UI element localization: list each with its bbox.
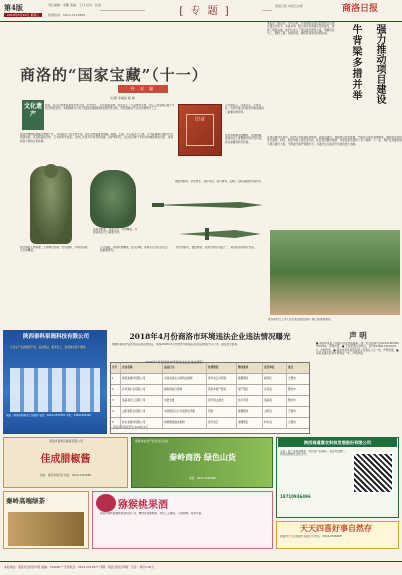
kiwi-ad-title: 猕猴桃果酒 (118, 500, 168, 511)
editors-line: 责任编辑：李鹏 美编：王丹 校对：张丽 (48, 3, 101, 7)
sixi-ad-text: 商洛市天天四喜商贸有限公司 电话：0914-2336688 (280, 535, 342, 538)
td: 责令停止建设 (207, 396, 237, 406)
th-company: 企业名称 (121, 363, 163, 373)
td: 5 (111, 418, 121, 428)
td: 整改中 (288, 388, 296, 391)
td: 超标排放污染物 (163, 385, 207, 395)
td: 3 (111, 396, 121, 406)
page-footer: 本报地址：商洛市北新街中段 邮编：726000 广告部电话：0914-2313877 印刷：商洛日报社印刷厂 定价：每份1.00元 (0, 561, 402, 575)
td: 4 (111, 407, 121, 417)
section-title: [ 专 题 ] (179, 6, 231, 17)
mountain-ad-contact: 电话：0914-2382666 (189, 477, 216, 480)
table-row (111, 407, 309, 418)
td: 未落实扬尘污染防治措施 (163, 374, 207, 384)
td: 未批先建 (163, 396, 207, 406)
side-headline: 牛背梁多措并举 (350, 24, 361, 101)
side-headline-2: 强力推动项目建设 (374, 24, 385, 104)
td: 商州区 (263, 374, 287, 384)
header-rule (0, 21, 402, 22)
kiwi-ad-text: 商洛市秦岭猕猴桃果酒有限公司，精选优质猕猴桃，传统工艺酿造，口感醇厚，营养丰富。 (100, 512, 204, 515)
page-number: 第4版 (4, 3, 23, 12)
td: 限期整改 (237, 407, 263, 417)
table-row (111, 385, 309, 396)
photo-caption: 图为保护区工作人员在项目建设现场了解工程进展情况。 (268, 318, 333, 321)
ad-slogan: 专业生产各类泵阀产品，品质保证，服务至上，欢迎新老客户惠顾。 (10, 346, 88, 349)
th-handling: 处理情况 (207, 363, 237, 373)
td: 责令改正 (207, 418, 237, 428)
divider (262, 10, 272, 11)
qr-code-icon (352, 452, 394, 494)
td: 已整改 (288, 421, 296, 424)
violation-headline: 2018年4月份商洛市环境违法企业违法情况曝光 (129, 332, 291, 341)
td: 限期整改 (237, 374, 263, 384)
th-no: 序号 (111, 363, 121, 373)
td: 商洛某建材有限公司 (121, 374, 163, 384)
pot-caption: 西周青铜壶，造型古朴，纹饰精美，为商洛地区出土重要文物。 (93, 228, 138, 235)
sauce-ad-company: 商洛市商州区腊鱼有限公司 (49, 439, 83, 443)
seal-caption: 汉代铜印章，印面方正，字体古朴，为研究秦汉时期官印制度提供了重要实物资料。 (225, 104, 264, 114)
td: 已整改 (288, 377, 296, 380)
td: 清理整治 (237, 418, 263, 428)
violation-intro: 根据环境保护法及相关法律法规规定，现将2018年4月份我市环境违法企业违法情况予以公布，接受社会监督。 (112, 343, 240, 346)
th-violation: 违法行为 (163, 363, 207, 373)
sauce-ad-contact: 地址：商洛市商州区 电话：0914-2321888 (39, 474, 92, 477)
th-note: 备注 (288, 366, 294, 369)
mirror-caption: 汉代铜镜，镜背纹饰精美，铭文清晰，是研究汉代社会生活的重要资料。 (100, 246, 168, 253)
bronze-dagger-photo (175, 226, 265, 242)
td: 违规堆放固体废物 (163, 418, 207, 428)
ad-product-image (10, 368, 100, 412)
mountain-ad-title: 秦岭商洛 绿色山货 (169, 452, 236, 462)
td: 1 (111, 374, 121, 384)
dagger-caption: 商代青铜戈，器型规整，是商代典型兵器之一，具有较高的研究价值。 (176, 246, 257, 249)
tea-product-image (8, 512, 84, 546)
sword-caption: 战国青铜剑，剑身修长，保存完好，锋刃犀利，反映了当时高超的铸造技术。 (175, 180, 264, 183)
agri-ad-text: 主营：农产品电商服务、特色农产品销售、农业技术推广。欢迎各界朋友洽谈合作。 (280, 450, 348, 457)
table-note: 商洛市环境保护局 2018年5月 (113, 426, 149, 429)
figure-caption: 明代铜质人物造像，人物神态庄重，衣纹流畅，为明代造像艺术的精品。 (20, 246, 88, 253)
td: 已整改 (288, 410, 296, 413)
agri-ad-title: 陕西商道富农科技发展股份有限公司 (278, 438, 397, 447)
td: 责令改正并罚款 (207, 374, 237, 384)
td: 洛南县 (263, 396, 287, 406)
kiwi-logo-icon (96, 494, 116, 512)
td: 柞水县 (263, 418, 287, 428)
agri-ad-phone: 18710936496 (280, 494, 311, 499)
divider (100, 10, 145, 11)
column-badge: 朴 水 磊 (118, 85, 168, 93)
violation-table (110, 362, 310, 434)
newspaper-logo: 商洛日报 (342, 4, 379, 14)
bronze-pot-photo (90, 170, 136, 228)
td: 罚款并停产整治 (207, 385, 237, 395)
td: 丹凤某矿业有限公司 (121, 385, 163, 395)
project-site-photo (270, 230, 400, 315)
ad-company-name: 陕西泰科泵阀科技有限公司 (22, 334, 89, 340)
side-article-body-2: 在项目推进过程中，保护区坚持高标准规划、高质量建设，加强项目资金管理，严格执行项目管理制度，确保资金使用安全高效。同时，积极争取上级资金支持，拓宽项目融资渠道，为项目建设提供了有力保障。下一步，保护区将继续加大项目建设力度，不断提升保护管理水平，为建设生态商洛作出新的更大贡献。 (267, 136, 402, 146)
td: 罚款 (207, 407, 237, 417)
table-row (111, 396, 309, 407)
td: 2 (111, 385, 121, 395)
table-row (111, 374, 309, 385)
table-header-row (111, 363, 309, 374)
th-unit: 责任单位 (263, 363, 287, 373)
sauce-ad-title: 佳成腊椒酱 (40, 454, 91, 465)
td: 未按规定运行污染防治设施 (163, 407, 207, 417)
header-right-info: 商洛日报 每周五出版 (275, 4, 303, 8)
td: 山阳某钒业有限公司 (121, 407, 163, 417)
article-body-side: 这件青铜器造型精美，纹饰细腻，是商洛出土青铜器中的代表作品，具有重要的研究价值。 (225, 134, 264, 144)
side-article-body: 本报讯（通讯员）今年以来，牛背梁国家级自然保护区以项目建设为抓手，多措并举，强力推动各项重点项目建设，取得了明显成效。保护区成立了项目建设领导小组，明确责任分工，倒排工期，挂图作战，确保各项项目按期完成。 (267, 22, 335, 36)
td: 山阳县 (263, 407, 287, 417)
td: 洛南某化工有限公司 (121, 396, 163, 406)
article-body: 商洛市博物馆现藏文物数千件，其中国家一级文物多件。这些文物涵盖青铜器、陶器、玉器、印章等多个门类，年代跨越新石器时代至明清时期，具有极高的历史、艺术和科学价值。文物工作者多年来坚持发掘、保护和研究，让这些沉睡千年的文物重新焕发光彩，讲述商洛大地的古老故事。 (20, 133, 174, 143)
notice-title: 声 明 (349, 331, 367, 340)
article-byline: 文/图 李福信 程 峰 (110, 96, 135, 100)
news-hotline: 新闻热线：0914-2313899 (48, 13, 86, 17)
ad-contact: 地址：商洛市商州区工业园区 电话：0914-2337561 手机：13991455326 (6, 414, 91, 417)
table-caption: 2018年4月份商洛市环境违法企业违法情况 (145, 360, 203, 364)
bronze-figure-head (44, 164, 58, 178)
relic-section-label: 文化遗产 (22, 100, 44, 130)
td: 补办手续 (237, 396, 263, 406)
article-intro: 商洛，自古以来便是秦楚交界之地，历史悠久，文化底蕴深厚。这里出土了大量珍贵文物，见证了商洛地区数千年的文明发展史。本期继续为大家介绍商洛馆藏的国家级珍贵文物，带您领略古代先民的智慧与工艺。 (45, 104, 175, 111)
td: 柞水某建材有限公司 (121, 418, 163, 428)
td: 丹凤县 (263, 385, 287, 395)
seal-face: 印章 (186, 114, 214, 146)
td: 停产整治 (237, 385, 263, 395)
article-title: 商洛的“国家宝藏”（十一） (20, 66, 208, 84)
issue-date: 2018年5月16日 星期三 (4, 13, 42, 17)
tea-ad-title: 秦岭高端绿茶 (6, 497, 45, 505)
td: 整改中 (288, 399, 296, 402)
mountain-ad-head: 商洛市农业产业化龙头企业 (135, 439, 169, 443)
bronze-sword-photo (150, 196, 265, 214)
th-rectify: 整改要求 (237, 363, 263, 373)
sixi-ad-title: 天天四喜好事自然存 (300, 523, 372, 533)
notice-body: ■ 商洛市某某公司遗失营业执照副本，统一社会信用代码91611002MA70XXXX，声明作废。■ 王某某遗失身份证，证号612501XXXXXXXX，声明作废。■ 商洛市某某商贸有限公司遗失公章一枚，声明作废。■ 李某某遗失机动车驾驶证一本，声明作废。 (316, 342, 399, 356)
